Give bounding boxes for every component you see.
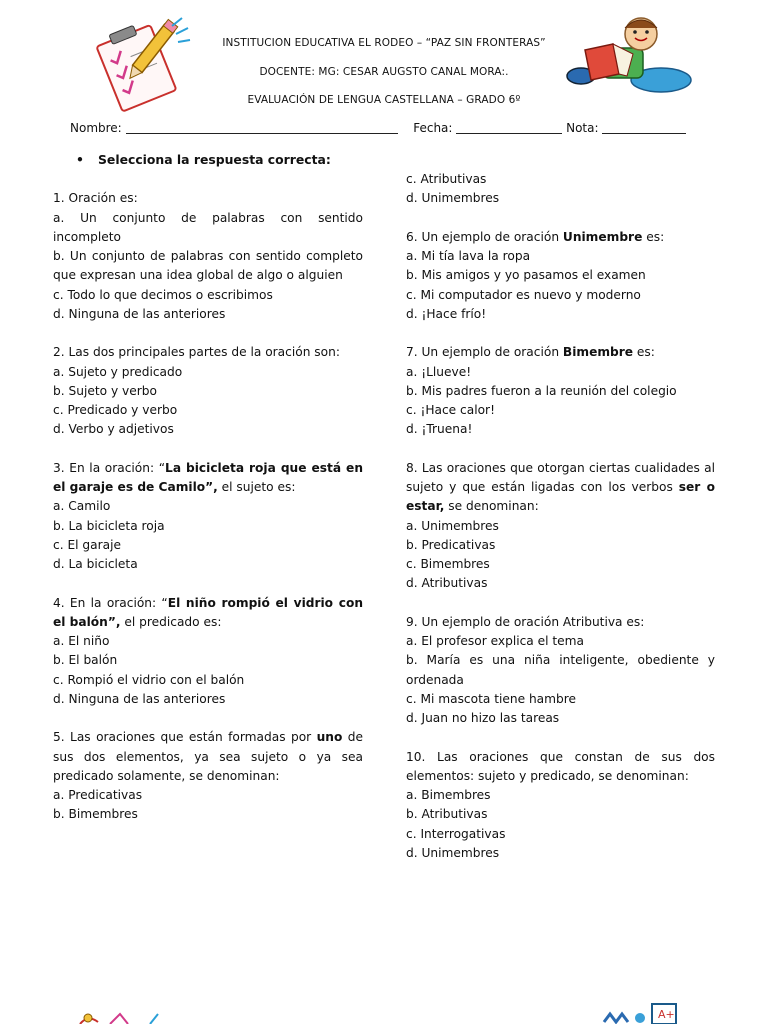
answer-option[interactable]: c. Rompió el vidrio con el balón [53,672,245,687]
answer-option[interactable]: d. ¡Truena! [406,422,473,437]
nombre-label: Nombre: [70,121,122,135]
answer-option[interactable]: b. María es una niña inteligente, obediente y ordenada [406,653,715,687]
nombre-field[interactable] [126,133,398,134]
question-stem: 7. Un ejemplo de oración Bimembre es: [406,345,655,360]
question-stem: 6. Un ejemplo de oración Unimembre es: [406,229,665,244]
question-6 [406,228,715,324]
answer-option[interactable]: d. Ninguna de las anteriores [53,691,226,706]
answer-option[interactable]: b. Un conjunto de palabras con sentido completo que expresan una idea global de algo o alguien [53,249,363,283]
answer-option[interactable]: d. ¡Hace frío! [406,306,487,321]
question-stem: 8. Las oraciones que otorgan ciertas cualidades al sujeto y que están ligadas con los verbos ser o estar, se denominan: [406,460,716,514]
bullet-icon: • [76,152,84,167]
answer-option[interactable]: b. Atributivas [406,807,488,822]
answer-option[interactable]: b. Bimembres [53,807,138,822]
question-9 [406,613,715,729]
answer-option[interactable]: c. Interrogativas [406,826,506,841]
answer-option[interactable]: c. El garaje [53,537,121,552]
answer-option[interactable]: a. Sujeto y predicado [53,364,183,379]
student-info-line [70,121,686,135]
answer-option[interactable]: d. Verbo y adjetivos [53,422,174,437]
answer-option[interactable]: b. Mis padres fueron a la reunión del colegio [406,383,677,398]
question-stem: 2. Las dos principales partes de la oración son: [53,345,340,360]
instruction: • Selecciona la respuesta correcta: [76,152,331,167]
answer-option[interactable]: a. Predicativas [53,788,143,802]
clipart-fragment-bottom-right [600,1000,690,1024]
answer-option[interactable]: c. Bimembres [406,557,490,571]
answer-option[interactable]: a. El profesor explica el tema [406,634,585,648]
answer-option[interactable]: c. Todo lo que decimos o escribimos [53,287,273,302]
answer-option[interactable]: b. Mis amigos y yo pasamos el examen [406,268,646,283]
answer-option[interactable]: b. Sujeto y verbo [53,383,157,398]
question-stem: 5. Las oraciones que están formadas por uno de sus dos elementos, ya sea sujeto o ya sea predicado solamente, se denominan: [53,730,364,783]
answer-option[interactable]: c. Atributivas [406,172,487,186]
exam-title: EVALUACIÓN DE LENGUA CASTELLANA – GRADO 6º [247,94,521,106]
answer-option[interactable]: d. Ninguna de las anteriores [53,306,226,321]
question-2 [53,343,363,439]
answer-option[interactable]: c. Mi mascota tiene hambre [406,691,576,706]
answer-option[interactable]: b. Predicativas [406,537,496,552]
answer-option[interactable]: c. ¡Hace calor! [406,403,495,417]
answer-option[interactable]: a. Unimembres [406,518,499,533]
answer-option[interactable]: a. Camilo [53,499,111,514]
question-stem: 1. Oración es: [53,191,138,206]
answer-option[interactable]: a. El niño [53,634,110,648]
svg-text:A+: A+ [658,1008,675,1021]
question-8 [406,459,715,594]
answer-option[interactable]: d. Atributivas [406,576,488,591]
answer-option[interactable]: d. Unimembres [406,845,500,860]
question-4 [53,594,363,710]
question-3 [53,459,363,575]
teacher-name: DOCENTE: MG: CESAR AUGSTO CANAL MORA:. [259,66,509,78]
boy-reading-book-clipart [563,14,693,94]
right-column [406,170,715,863]
question-7 [406,343,715,439]
fecha-label: Fecha: [413,121,453,135]
answer-option[interactable]: a. Bimembres [406,788,491,802]
answer-option[interactable]: a. Un conjunto de palabras con sentido incompleto [53,210,363,244]
answer-option[interactable]: b. La bicicleta roja [53,518,165,533]
question-stem: 4. En la oración: “El niño rompió el vidrio con el balón”, el predicado es: [53,595,363,629]
school-name: INSTITUCION EDUCATIVA EL RODEO – “PAZ SIN FRONTERAS” [222,37,546,49]
answer-option[interactable]: c. Mi computador es nuevo y moderno [406,287,641,302]
fecha-field[interactable] [456,133,562,134]
left-column [53,170,363,825]
clipart-fragment-bottom-left [70,1010,170,1024]
question-1 [53,189,363,324]
answer-option[interactable]: d. Unimembres [406,191,500,206]
nota-field[interactable] [602,133,686,134]
nota-label: Nota: [566,121,599,135]
answer-option[interactable]: d. La bicicleta [53,557,138,571]
question-stem: 10. Las oraciones que constan de sus dos elementos: sujeto y predicado, se denominan: [406,749,715,783]
question-stem: 9. Un ejemplo de oración Atributiva es: [406,614,645,629]
question-5 [53,728,363,824]
question-10 [406,748,715,864]
answer-option[interactable]: b. El balón [53,653,118,668]
answer-option[interactable]: a. ¡Llueve! [406,364,472,379]
answer-option[interactable]: d. Juan no hizo las tareas [406,711,560,725]
answer-option[interactable]: c. Predicado y verbo [53,403,178,417]
answer-option[interactable]: a. Mi tía lava la ropa [406,249,531,263]
question-stem: 3. En la oración: “La bicicleta roja que está en el garaje es de Camilo”, el sujeto es: [53,460,363,494]
